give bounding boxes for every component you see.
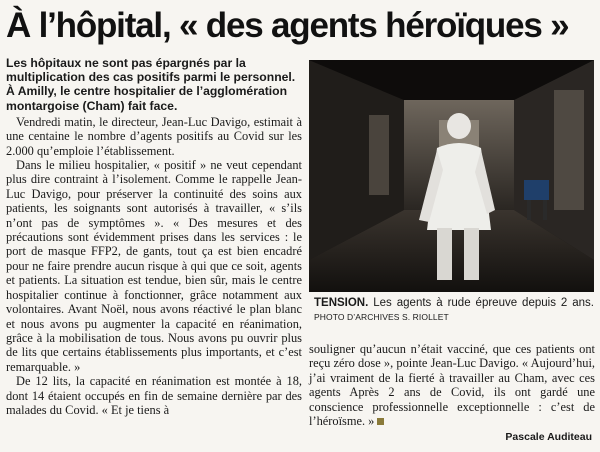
lead-paragraph: Les hôpitaux ne sont pas épargnés par la multiplication des cas positifs parmi le personnel. À Amilly, le centre hospitalier de l’agglomération montargoise (Cham) fait face. bbox=[6, 56, 296, 113]
caption-text: Les agents à rude épreuve depuis 2 ans. bbox=[373, 297, 594, 309]
body-paragraph bbox=[309, 342, 595, 428]
article-column-left bbox=[6, 56, 302, 417]
body-paragraph-text: souligner qu’aucun n’était vacciné, que ces patients ont reçu zéro dose », pointe Jean-Luc Davigo. « Aujourd’hui, j’ai vraiment de la fierté à travailler au Cham, avec ces agents Après 2 ans de Covid, ils ont gardé une conscience professionnelle exceptionnelle : c’est de l’héroïsme. » bbox=[309, 342, 595, 429]
article-photo bbox=[309, 60, 594, 292]
hospital-corridor-photo bbox=[309, 60, 594, 292]
article-column-right bbox=[309, 342, 595, 428]
end-of-article-icon bbox=[377, 418, 384, 425]
photo-credit: PHOTO D’ARCHIVES S. RIOLLET bbox=[314, 312, 449, 322]
photo-caption bbox=[314, 296, 594, 324]
body-paragraph: Vendredi matin, le directeur, Jean-Luc Davigo, estimait à une centaine le nombre d’agents positifs au Covid sur les 2.000 qu’emploie l’établissement. bbox=[6, 114, 302, 158]
headline: À l’hôpital, « des agents héroïques » bbox=[6, 6, 569, 45]
caption-title: TENSION. bbox=[314, 297, 369, 309]
author-signature: Pascale Auditeau bbox=[505, 431, 592, 443]
body-paragraph: De 12 lits, la capacité en réanimation est montée à 18, dont 14 étaient occupés en fin de semaine dernière par des malades du Covid. « Et je tiens à bbox=[6, 374, 302, 417]
body-paragraph: Dans le milieu hospitalier, « positif » ne veut cependant plus dire contraint à l’isolement. Comme le rappelle Jean-Luc Davigo, pour préserver la continuité des soins aux patients, les soignants sont autorisés à travailler, « s’ils n’ont pas de symptômes ». « Des mesures et des précautions sont évidemment prises dans les services : le port de masque FFP2, de gants, tout ça est bien encadré pour ne faire prendre aucun risque à qui que ce soit, agents et patients. La situation est tendue, bien sûr, mais le centre hospitalier continue à fonctionner, grâce notamment aux volontaires. Avant Noël, nous avons réactivé le plan blanc et nous avons pu augmenter la capacité en réanimation, grâce à la mobilisation de tous. Nous avons pu ouvrir plus de lits que certains établissements plus importants, et c’est remarquable. » bbox=[6, 158, 302, 374]
